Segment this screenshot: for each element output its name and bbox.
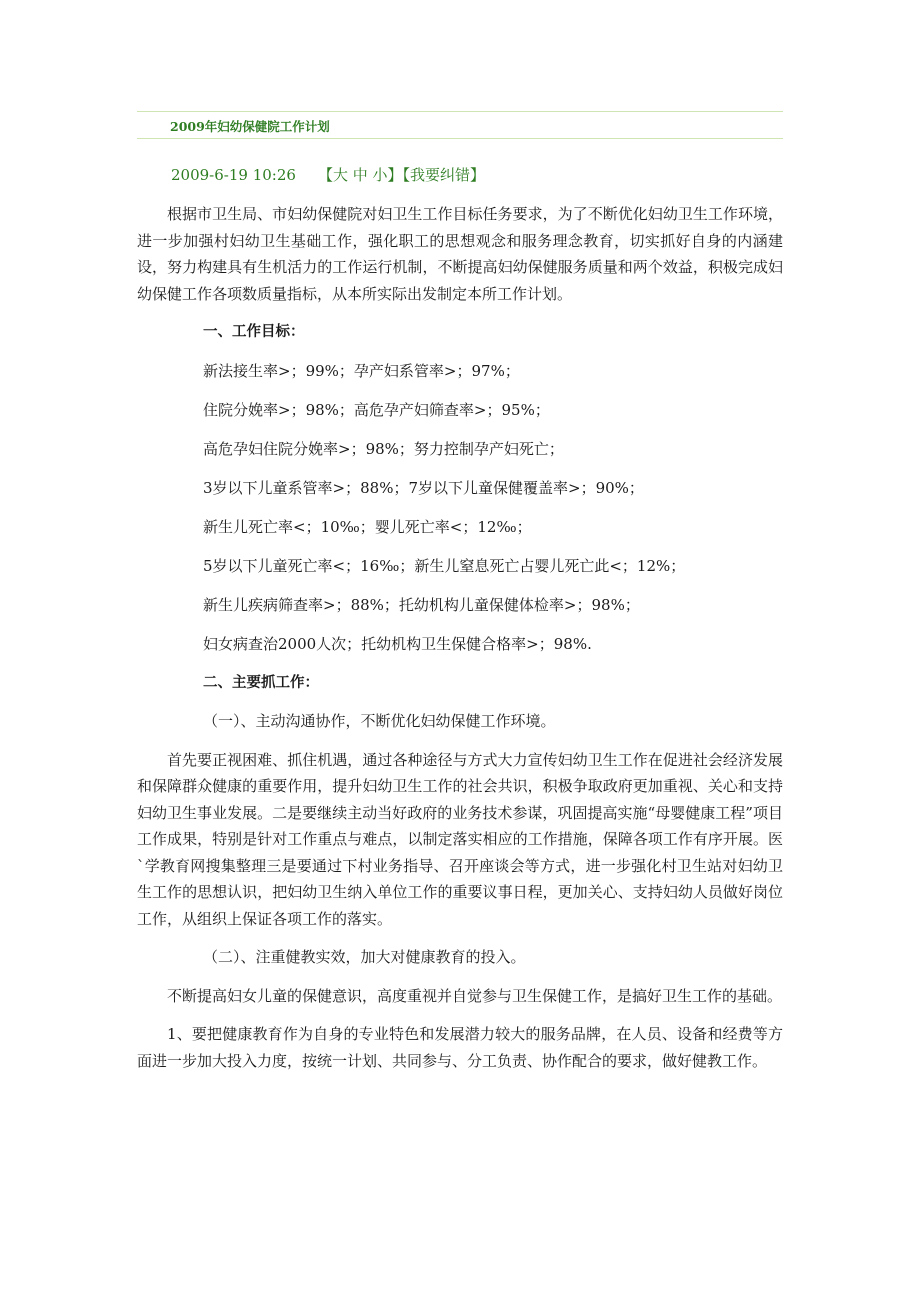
header-bottom-rule — [137, 138, 783, 139]
intro-paragraph: 根据市卫生局、市妇幼保健院对妇卫生工作目标任务要求，为了不断优化妇幼卫生工作环境，进一步加强村妇幼卫生基础工作，强化职工的思想观念和服务理念教育，切实抓好自身的内涵建设，努力构建具有生机活力的工作运行机制，不断提高妇幼保健服务质量和两个效益，积极完成妇幼保健工作各项数质量指标，从本所实际出发制定本所工作计划。 — [137, 205, 783, 303]
publish-date: 2009-6-19 10:26 — [171, 166, 296, 184]
item-1-paragraph: 1、要把健康教育作为自身的专业特色和发展潜力较大的服务品牌，在人员、设备和经费等方面进一步加大投入力度，按统一计划、共同参与、分工负责、协作配合的要求，做好健教工作。 — [137, 1025, 783, 1070]
target-line: 3岁以下儿童系管率>；88%；7岁以下儿童保健覆盖率>；90%； — [203, 478, 644, 497]
subsection-1-paragraph: 首先要正视困难、抓住机遇，通过各种途径与方式大力宣传妇幼卫生工作在促进社会经济发展和保障群众健康的重要作用，提升妇幼卫生工作的社会共识，积极争取政府更加重视、关心和支持妇幼卫生事业发展。二是要继续主动当好政府的业务技术参谋，巩固提高实施“母婴健康工程”项目工作成果，特别是针对工作重点与难点，以制定落实相应的工作措施，保障各项工作有序开展。医`学教育网搜集整理三是要通过下村业务指导、召开座谈会等方式，进一步强化村卫生站对妇幼卫生工作的思想认识，把妇幼卫生纳入单位工作的重要议事日程，更加关心、支持妇幼人员做好岗位工作，从组织上保证各项工作的落实。 — [137, 750, 783, 928]
subsection-heading-1: （一）、主动沟通协作，不断优化妇幼保健工作环境。 — [203, 712, 556, 730]
header-top-rule — [137, 111, 783, 112]
target-line: 住院分娩率>；98%；高危孕产妇筛查率>；95%； — [203, 400, 550, 419]
section-heading-goals: 一、工作目标： — [203, 324, 305, 340]
article-body — [137, 201, 783, 1086]
target-line: 高危孕妇住院分娩率>；98%；努力控制孕产妇死亡； — [203, 439, 564, 458]
target-line: 5岁以下儿童死亡率<；16‰；新生儿窒息死亡占婴儿死亡此<；12%； — [203, 556, 686, 575]
font-size-switcher[interactable]: 【大 中 小】 — [317, 166, 403, 184]
target-line: 新生儿死亡率<；10‰；婴儿死亡率<；12‰； — [203, 517, 532, 536]
page-title: 2009年妇幼保健院工作计划 — [170, 119, 330, 134]
section-heading-main-work: 二、主要抓工作： — [203, 674, 319, 691]
article-meta — [171, 164, 485, 185]
target-line: 新法接生率>；99%；孕产妇系管率>；97%； — [203, 361, 520, 380]
target-line: 新生儿疾病筛查率>；88%；托幼机构儿童保健体检率>；98%； — [203, 595, 640, 614]
subsection-2-paragraph: 不断提高妇女儿童的保健意识，高度重视并自觉参与卫生保健工作，是搞好卫生工作的基础。 — [167, 986, 783, 1005]
report-error-link[interactable]: 【我要纠错】 — [402, 166, 485, 184]
target-line: 妇女病查治2000人次；托幼机构卫生保健合格率>；98%. — [203, 634, 592, 653]
subsection-heading-2: （二）、注重健教实效，加大对健康教育的投入。 — [203, 948, 526, 966]
